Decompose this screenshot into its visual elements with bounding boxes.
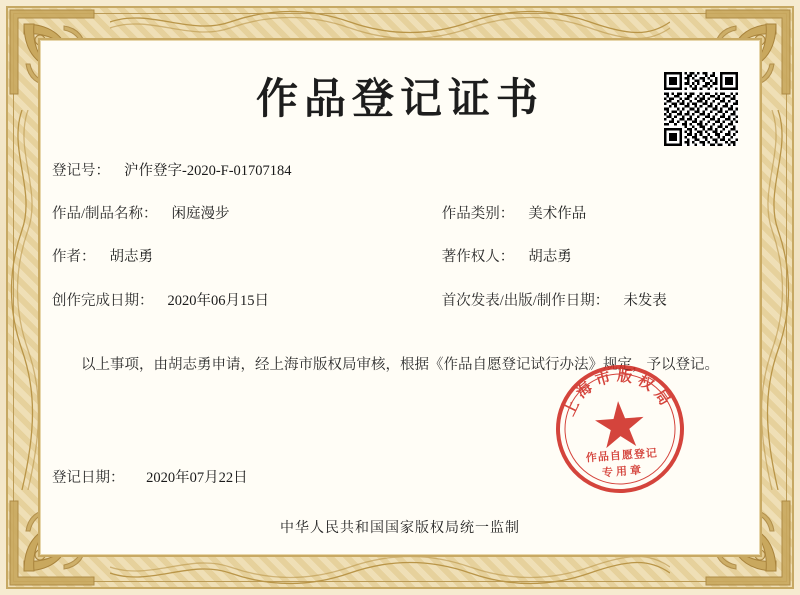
first-publication-date-value: 未发表	[623, 292, 667, 309]
registration-date-field	[52, 466, 248, 487]
author-row	[52, 246, 748, 269]
copyright-owner-value: 胡志勇	[528, 249, 572, 266]
creation-date-value: 2020年06月15日	[167, 292, 269, 309]
registration-date-value: 2020年07月22日	[146, 470, 248, 486]
registration-date-label: 登记日期：	[52, 470, 125, 486]
copyright-owner-label: 著作权人：	[441, 249, 515, 266]
work-title-value: 闲庭漫步	[171, 206, 230, 223]
official-seal	[550, 359, 691, 500]
registration-number-row	[52, 160, 748, 183]
work-title-row	[52, 203, 748, 226]
work-title-field	[52, 203, 442, 226]
first-publication-date-label: 首次发表/出版/制作日期：	[441, 292, 610, 309]
seal-line1: 作品自愿登记	[585, 447, 659, 465]
registration-number-label: 登记号：	[52, 163, 110, 179]
creation-date-field	[52, 290, 442, 313]
work-category-label: 作品类别：	[441, 206, 515, 223]
author-field	[52, 246, 442, 269]
certificate-fields	[52, 160, 748, 313]
registration-number-field	[52, 160, 442, 183]
certificate-footer: 中华人民共和国国家版权局统一监制	[280, 521, 520, 536]
qr-code-icon	[664, 72, 738, 146]
certificate-statement: 以上事项，由胡志勇申请，经上海市版权局审核，根据《作品自愿登记试行办法》规定，予以登记。	[81, 356, 719, 373]
creation-date-label: 创作完成日期：	[52, 292, 154, 309]
dates-row	[52, 290, 748, 313]
work-title-label: 作品/制品名称：	[52, 206, 158, 223]
page-title: 作品登记证书	[255, 74, 544, 123]
author-value: 胡志勇	[109, 249, 153, 266]
seal-line2: 专用章	[601, 464, 645, 480]
registration-number-value: 沪作登字-2020-F-01707184	[124, 163, 292, 179]
first-publication-date-field	[442, 290, 748, 313]
copyright-owner-field	[442, 246, 748, 269]
work-category-value: 美术作品	[528, 206, 587, 223]
seal-outer-text: 上海市版权局	[561, 368, 676, 419]
certificate-content	[52, 44, 748, 551]
author-label: 作者：	[52, 249, 96, 266]
work-category-field	[442, 203, 748, 226]
